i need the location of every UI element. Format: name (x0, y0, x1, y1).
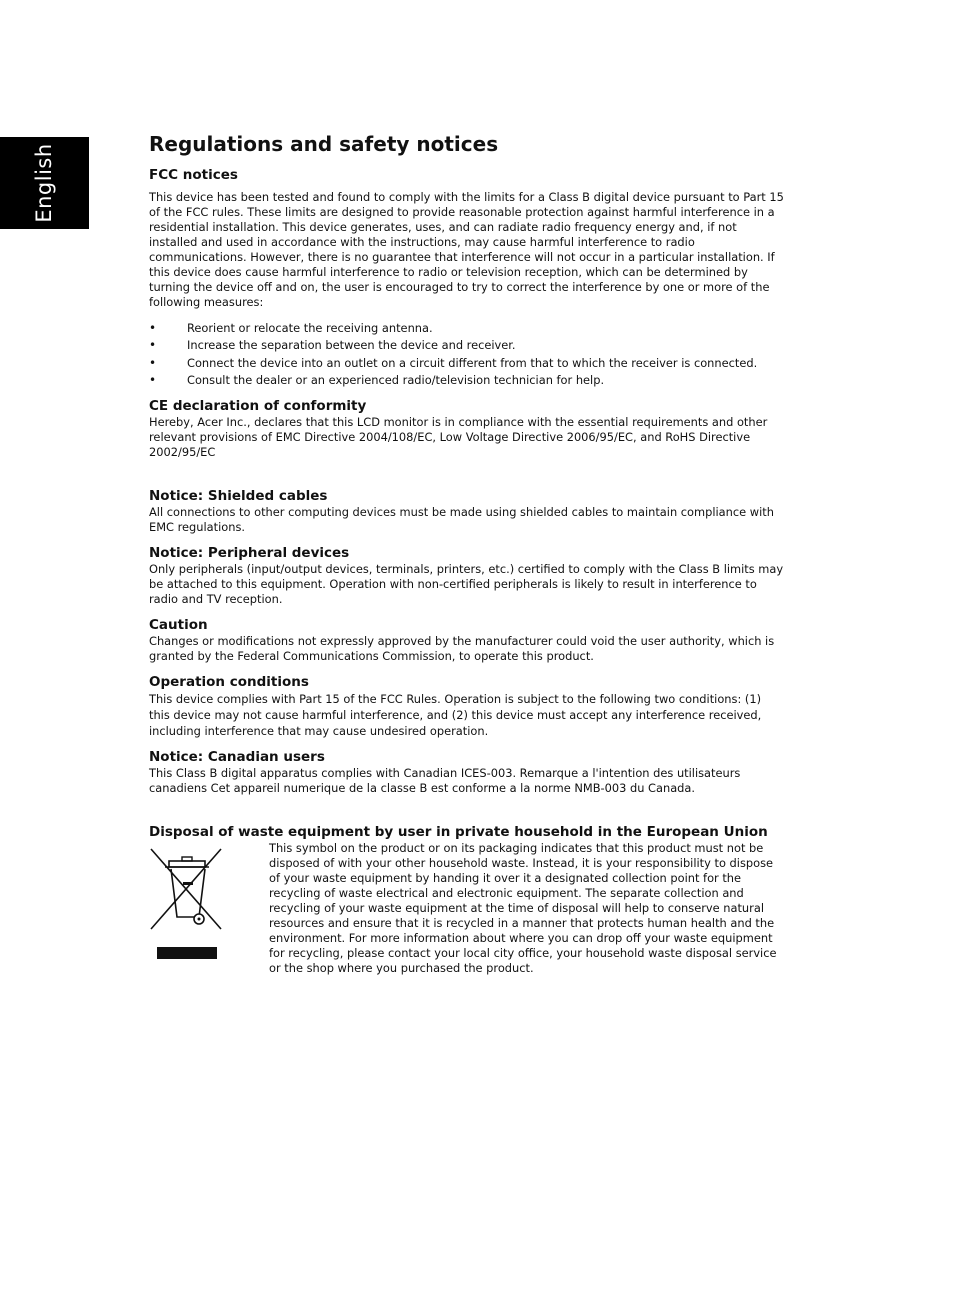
canadian-users-body: This Class B digital apparatus complies with Canadian ICES-003. Remarque a l'intention des utilisateurs canadiens Cet appareil numerique de la classe B est conforme a la norme NMB-003 du Canada. (149, 766, 741, 796)
list-item (149, 320, 785, 337)
measure-text: Consult the dealer or an experienced radio/television technician for help. (187, 372, 605, 387)
list-item (149, 337, 785, 354)
measure-text: Reorient or relocate the receiving antenna. (187, 321, 433, 335)
bullet-icon: • (149, 355, 157, 370)
fcc-measures-list (149, 320, 785, 389)
wheelie-bin-svg (149, 847, 229, 959)
crossed-out-wheelie-bin-icon (149, 841, 269, 963)
bullet-icon: • (149, 372, 157, 387)
peripheral-devices-section (149, 545, 785, 607)
list-item (149, 355, 785, 372)
language-tab-label: English (32, 143, 56, 223)
caution-heading: Caution (149, 617, 208, 634)
measure-text: Increase the separation between the device and receiver. (187, 338, 516, 353)
canadian-users-heading: Notice: Canadian users (149, 749, 325, 766)
canadian-users-section (149, 749, 785, 796)
measure-text: Connect the device into an outlet on a circuit different from that to which the receiver is connected. (187, 355, 758, 370)
document-content (149, 130, 785, 976)
shielded-cables-section (149, 488, 785, 535)
page-title: Regulations and safety notices (149, 132, 499, 156)
bullet-icon: • (149, 338, 157, 353)
caution-section (149, 617, 785, 664)
weee-disposal-section (149, 824, 785, 976)
operation-conditions-body: This device complies with Part 15 of the FCC Rules. Operation is subject to the following two conditions: (1) this device may not cause harmful interference, and (2) this device must accept any interference received, including interference that may cause undesired operation. (149, 692, 762, 739)
caution-body: Changes or modifications not expressly approved by the manufacturer could void the user authority, which is granted by the Federal Communications Commission, to operate this product. (149, 634, 775, 664)
peripheral-devices-body: Only peripherals (input/output devices, terminals, printers, etc.) certified to comply with the Class B limits may be attached to this equipment. Operation with non-certified peripherals is likely to result in interference to radio and TV reception. (149, 562, 784, 607)
ce-section (149, 398, 785, 460)
ce-body: Hereby, Acer Inc., declares that this LCD monitor is in compliance with the essential requirements and other relevant provisions of EMC Directive 2004/108/EC, Low Voltage Directive 2006/95/EC, and RoHS Directive 2002/95/EC (149, 415, 768, 460)
fcc-heading: FCC notices (149, 167, 238, 183)
shielded-cables-heading: Notice: Shielded cables (149, 488, 328, 505)
bullet-icon: • (149, 321, 157, 335)
operation-conditions-section (149, 674, 785, 739)
weee-heading: Disposal of waste equipment by user in private household in the European Union (149, 824, 768, 841)
weee-row (149, 841, 785, 976)
shielded-cables-body: All connections to other computing devices must be made using shielded cables to maintain compliance with EMC regulations. (149, 505, 774, 535)
fcc-body: This device has been tested and found to comply with the limits for a Class B digital device pursuant to Part 15 of the FCC rules. These limits are designed to provide reasonable protection against harmful interference in a residential installation. This device generates, uses, and can radiate radio frequency energy and, if not installed and used in accordance with the instructions, may cause harmful interference to radio communications. However, there is no guarantee that interference will not occur in a particular installation. If this device does cause harmful interference to radio or television reception, which can be determined by turning the device off and on, the user is encouraged to try to correct the interference by one or more of the following measures: (149, 190, 784, 309)
ce-heading: CE declaration of conformity (149, 398, 367, 415)
operation-conditions-heading: Operation conditions (149, 674, 309, 691)
list-item (149, 372, 785, 389)
weee-body: This symbol on the product or on its packaging indicates that this product must not be disposed of with your other household waste. Instead, it is your responsibility to dispose of your waste equipment by handing it over it a designated collection point for the recycling of waste electrical and electronic equipment. The separate collection and recycling of your waste equipment at the time of disposal will help to conserve natural resources and ensure that it is recycled in a manner that protects human health and the environment. For more information about where you can drop off your waste equipment for recycling, please contact your local city office, your household waste disposal service or the shop where you purchased the product. (269, 841, 777, 976)
peripheral-devices-heading: Notice: Peripheral devices (149, 545, 350, 562)
language-side-tab (0, 137, 89, 229)
fcc-section (149, 167, 785, 389)
